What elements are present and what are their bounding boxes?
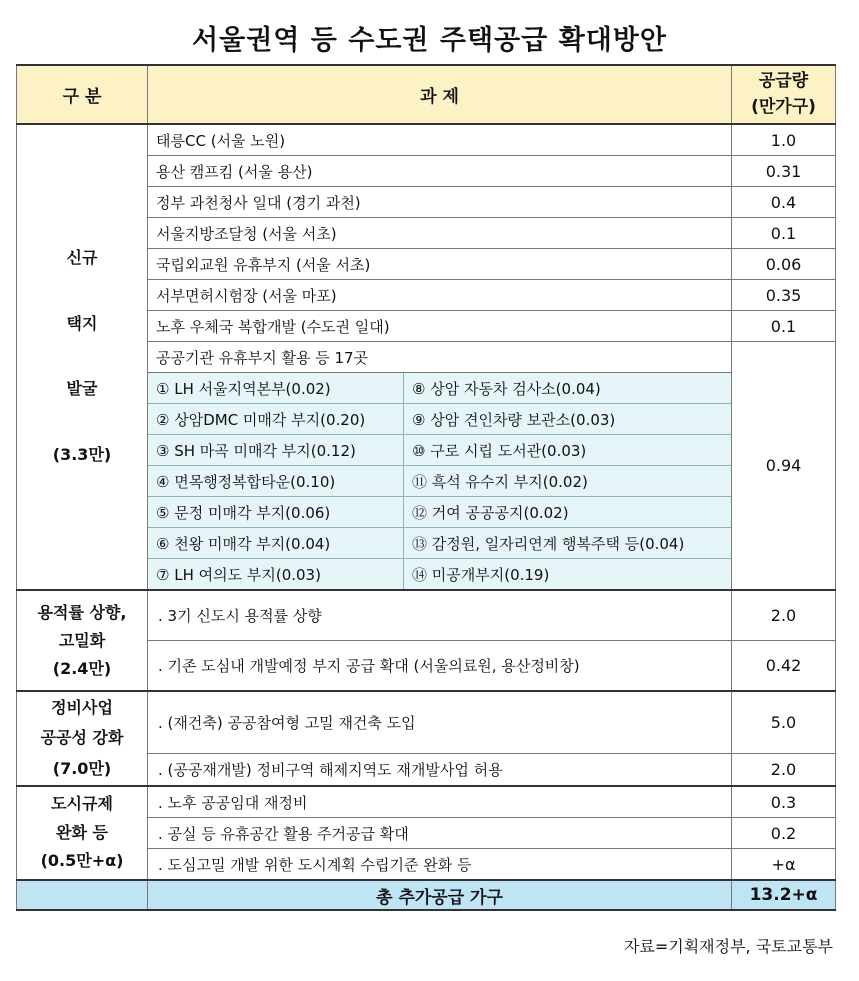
task-cell: 노후 우체국 복합개발 (수도권 일대) [148, 311, 732, 342]
category-amount: (7.0만) [52, 758, 112, 778]
site-cell: ⑥ 천왕 미매각 부지(0.04) [148, 528, 404, 559]
page-title: 서울권역 등 수도권 주택공급 확대방안 [192, 25, 667, 56]
value-cell: 0.1 [732, 218, 836, 249]
task-cell: 태릉CC (서울 노원) [148, 124, 732, 156]
category-label: 발굴 [66, 379, 98, 399]
table-row [17, 691, 836, 754]
category-label: 고밀화 [58, 630, 106, 650]
category-label: 완화 등 [56, 822, 108, 842]
table-header-row [17, 65, 836, 124]
site-cell: ⑦ LH 여의도 부지(0.03) [148, 559, 404, 591]
site-cell: ⑩ 구로 시립 도서관(0.03) [404, 435, 732, 466]
table-row [17, 786, 836, 818]
category-amount: (2.4만) [52, 658, 112, 678]
category-label: 공공성 강화 [40, 728, 124, 748]
value-cell: 2.0 [732, 590, 836, 641]
value-cell: 0.4 [732, 187, 836, 218]
site-cell: ⑪ 흑석 유수지 부지(0.02) [404, 466, 732, 497]
task-cell: 용산 캠프킴 (서울 용산) [148, 156, 732, 187]
task-cell: . 도심고밀 개발 위한 도시계획 수립기준 완화 등 [148, 849, 732, 881]
category-amount: (3.3만) [52, 444, 112, 464]
value-cell: 0.31 [732, 156, 836, 187]
header-supply-unit: (만가구) [751, 96, 816, 117]
header-supply [732, 65, 836, 124]
task-cell: . 공실 등 유휴공간 활용 주거공급 확대 [148, 818, 732, 849]
task-cell: . (공공재개발) 정비구역 해제지역도 재개발사업 허용 [148, 754, 732, 787]
category-label: 도시규제 [51, 793, 113, 813]
site-cell: ① LH 서울지역본부(0.02) [148, 373, 404, 404]
value-cell: 1.0 [732, 124, 836, 156]
category-label: 택지 [66, 313, 98, 333]
value-cell: 0.1 [732, 311, 836, 342]
task-cell: 정부 과천청사 일대 (경기 과천) [148, 187, 732, 218]
value-cell: 5.0 [732, 691, 836, 754]
site-cell: ③ SH 마곡 미매각 부지(0.12) [148, 435, 404, 466]
site-cell: ④ 면목행정복합타운(0.10) [148, 466, 404, 497]
value-cell: 0.2 [732, 818, 836, 849]
value-cell: 0.42 [732, 641, 836, 692]
total-value: 13.2+α [732, 880, 836, 910]
site-cell: ⑧ 상암 자동차 검사소(0.04) [404, 373, 732, 404]
task-cell: 서부면허시험장 (서울 마포) [148, 280, 732, 311]
value-cell: 0.06 [732, 249, 836, 280]
category-deregulation [17, 786, 148, 880]
value-cell: 2.0 [732, 754, 836, 787]
public-sites-title: 공공기관 유휴부지 활용 등 17곳 [148, 342, 732, 373]
total-label: 총 추가공급 가구 [148, 880, 732, 910]
value-cell: 0.3 [732, 786, 836, 818]
header-supply-label: 공급량 [758, 71, 809, 91]
category-label: 신규 [66, 248, 98, 268]
site-cell: ⑫ 거여 공공공지(0.02) [404, 497, 732, 528]
site-cell: ⑬ 감정원, 일자리연계 행복주택 등(0.04) [404, 528, 732, 559]
category-label: 정비사업 [51, 697, 113, 717]
value-cell: 0.35 [732, 280, 836, 311]
total-row [17, 880, 836, 910]
category-renewal [17, 691, 148, 786]
task-cell: 국립외교원 유휴부지 (서울 서초) [148, 249, 732, 280]
category-amount: (0.5만+α) [40, 851, 124, 871]
site-cell: ⑤ 문정 미매각 부지(0.06) [148, 497, 404, 528]
header-category: 구 분 [17, 65, 148, 124]
supply-table [16, 64, 836, 911]
table-row [17, 590, 836, 641]
task-cell: . 기존 도심내 개발예정 부지 공급 확대 (서울의료원, 용산정비창) [148, 641, 732, 692]
task-cell: . 노후 공공임대 재정비 [148, 786, 732, 818]
task-cell: . 3기 신도시 용적률 상향 [148, 590, 732, 641]
table-row [17, 124, 836, 156]
site-cell: ⑭ 미공개부지(0.19) [404, 559, 732, 591]
task-cell: 서울지방조달청 (서울 서초) [148, 218, 732, 249]
category-density [17, 590, 148, 691]
source-note: 자료=기획재정부, 국토교통부 [623, 937, 833, 956]
category-label: 용적률 상향, [37, 602, 127, 622]
public-sites-value: 0.94 [732, 342, 836, 591]
category-new-land [17, 124, 148, 590]
site-cell: ⑨ 상암 견인차량 보관소(0.03) [404, 404, 732, 435]
task-cell: . (재건축) 공공참여형 고밀 재건축 도입 [148, 691, 732, 754]
site-cell: ② 상암DMC 미매각 부지(0.20) [148, 404, 404, 435]
total-empty-cell [17, 880, 148, 910]
value-cell: +α [732, 849, 836, 881]
header-task: 과 제 [148, 65, 732, 124]
